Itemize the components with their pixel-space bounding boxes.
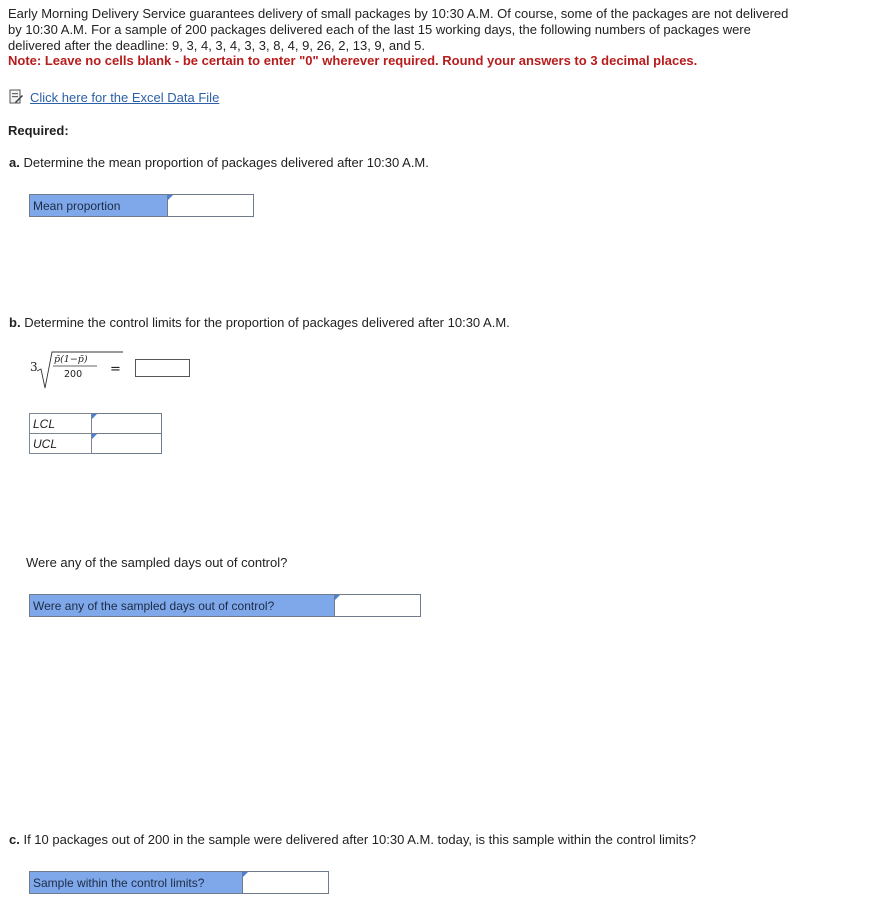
part-a-question — [9, 155, 429, 170]
lcl-input[interactable] — [92, 414, 161, 433]
formula-denominator: 200 — [64, 369, 83, 380]
within-limits-label: Sample within the control limits? — [30, 872, 243, 894]
ucl-cell[interactable] — [92, 434, 162, 454]
mean-proportion-label: Mean proportion — [30, 195, 168, 217]
required-heading: Required: — [8, 123, 69, 138]
out-of-control-table — [29, 594, 421, 617]
within-limits-cell[interactable] — [243, 872, 329, 894]
input-marker-icon — [168, 195, 173, 200]
out-of-control-cell[interactable] — [335, 595, 421, 617]
intro-line-1: Early Morning Delivery Service guarantees delivery of small packages by 10:30 A.M. Of course, some of the packages are not delivered — [8, 6, 789, 21]
input-marker-icon — [335, 595, 340, 600]
problem-statement — [8, 6, 858, 54]
part-b-letter: b. — [9, 315, 21, 330]
excel-data-link-text[interactable]: Click here for the Excel Data File — [30, 89, 220, 105]
input-marker-icon — [92, 434, 97, 439]
mean-proportion-input[interactable] — [168, 195, 253, 216]
formula-result-input[interactable] — [135, 359, 190, 377]
mean-proportion-table — [29, 194, 254, 217]
formula-equals: = — [110, 362, 121, 377]
formula-numerator: p̄(1−p̄) — [54, 354, 88, 365]
mean-proportion-cell[interactable] — [168, 195, 254, 217]
within-limits-table — [29, 871, 329, 894]
out-of-control-select[interactable] — [335, 595, 420, 616]
part-b-question — [9, 315, 510, 330]
part-a-letter: a. — [9, 155, 20, 170]
input-marker-icon — [92, 414, 97, 419]
lcl-label: LCL — [30, 414, 92, 434]
out-of-control-label: Were any of the sampled days out of control? — [30, 595, 335, 617]
control-limits-table — [29, 413, 162, 454]
part-c-text: If 10 packages out of 200 in the sample were delivered after 10:30 A.M. today, is this sample within the control limits? — [23, 832, 696, 847]
control-limit-formula — [28, 348, 128, 392]
ucl-label: UCL — [30, 434, 92, 454]
formula-coefficient: 3 — [30, 360, 38, 374]
part-b-text: Determine the control limits for the proportion of packages delivered after 10:30 A.M. — [24, 315, 510, 330]
intro-line-2: by 10:30 A.M. For a sample of 200 packages delivered each of the last 15 working days, the following numbers of packages were — [8, 22, 751, 37]
excel-data-link[interactable] — [8, 88, 219, 106]
out-of-control-question: Were any of the sampled days out of control? — [26, 555, 288, 570]
lcl-cell[interactable] — [92, 414, 162, 434]
ucl-input[interactable] — [92, 434, 161, 453]
part-a-text: Determine the mean proportion of packages delivered after 10:30 A.M. — [23, 155, 429, 170]
within-limits-select[interactable] — [243, 872, 328, 893]
part-c-question — [9, 832, 696, 847]
intro-line-3: delivered after the deadline: 9, 3, 4, 3, 4, 3, 3, 8, 4, 9, 26, 2, 13, 9, and 5. — [8, 38, 426, 53]
input-marker-icon — [243, 872, 248, 877]
note-instructions: Note: Leave no cells blank - be certain to enter "0" wherever required. Round your answers to 3 decimal places. — [8, 53, 698, 68]
excel-file-icon — [8, 89, 24, 105]
part-c-letter: c. — [9, 832, 20, 847]
